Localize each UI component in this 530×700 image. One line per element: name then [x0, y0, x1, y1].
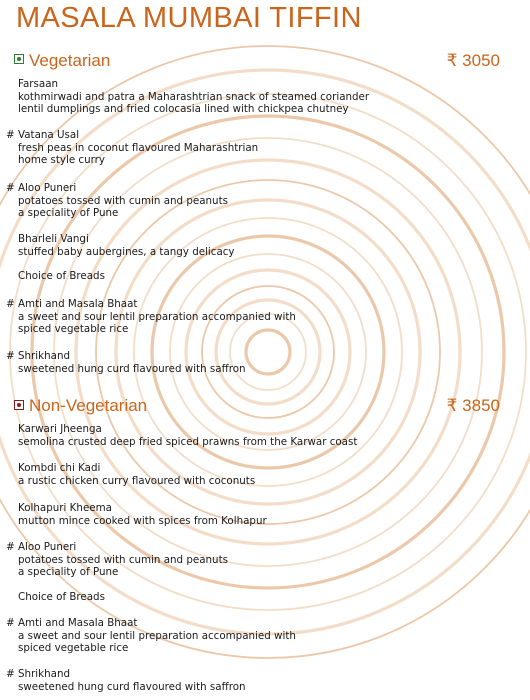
- menu-item: [18, 78, 488, 116]
- dish-description: home style curry: [18, 154, 105, 166]
- price-non-vegetarian: ₹ 3850: [446, 396, 500, 415]
- dish-description: a sweet and sour lentil preparation accompanied with: [18, 310, 296, 323]
- menu-item: [18, 423, 488, 448]
- menu-item: [18, 233, 488, 258]
- dish-name: Kolhapuri Kheema: [18, 502, 112, 514]
- section-nonveg-header: [14, 396, 500, 418]
- menu-item: [18, 270, 488, 283]
- dish-description: spiced vegetable rice: [18, 642, 129, 654]
- dish-name: Aloo Puneri: [18, 541, 77, 553]
- veg-symbol-icon: [14, 54, 24, 64]
- dish-description: spiced vegetable rice: [18, 323, 129, 335]
- dish-description: a rustic chicken curry flavoured with coconuts: [18, 474, 256, 487]
- dish-description: a speciality of Pune: [18, 566, 119, 578]
- dish-name: Vatana Usal: [18, 129, 80, 141]
- dish-name: Bharleli Vangi: [18, 233, 89, 245]
- menu-item: [18, 462, 488, 487]
- dish-name: Amti and Masala Bhaat: [18, 617, 138, 629]
- dish-description: fresh peas in coconut flavoured Maharashtrian: [18, 141, 259, 154]
- dish-description: kothmirwadi and patra a Maharashtrian snack of steamed coriander: [18, 90, 370, 103]
- nonveg-symbol-icon: [14, 400, 24, 410]
- dish-marker: #: [6, 617, 15, 629]
- menu-item: [18, 502, 488, 527]
- menu-item: [6, 129, 488, 167]
- dish-description: potatoes tossed with cumin and peanuts: [18, 194, 228, 207]
- menu-item: [18, 591, 488, 604]
- menu-item: [6, 350, 488, 375]
- dish-marker: #: [6, 668, 15, 680]
- dish-marker: #: [6, 298, 15, 310]
- dish-name: Karwari Jheenga: [18, 423, 102, 435]
- menu-item: [6, 668, 488, 693]
- dish-name: Choice of Breads: [18, 591, 105, 603]
- dish-description: mutton mince cooked with spices from Kolhapur: [18, 514, 267, 527]
- dish-name: Choice of Breads: [18, 270, 105, 282]
- dish-description: semolina crusted deep fried spiced prawns from the Karwar coast: [18, 435, 358, 448]
- section-title-vegetarian: Vegetarian: [29, 51, 111, 70]
- dish-name: Aloo Puneri: [18, 182, 77, 194]
- page-title: MASALA MUMBAI TIFFIN: [16, 2, 362, 34]
- dish-marker: #: [6, 350, 15, 362]
- price-vegetarian: ₹ 3050: [446, 51, 500, 70]
- dish-name: Shrikhand: [18, 350, 71, 362]
- dish-name: Kombdi chi Kadi: [18, 462, 101, 474]
- section-title-non-vegetarian: Non-Vegetarian: [29, 396, 148, 415]
- dish-description: sweetened hung curd flavoured with saffron: [18, 362, 246, 375]
- menu-item: [6, 541, 488, 579]
- menu-item: [6, 298, 488, 336]
- dish-name: Amti and Masala Bhaat: [18, 298, 138, 310]
- dish-marker: #: [6, 541, 15, 553]
- dish-marker: #: [6, 129, 15, 141]
- dish-description: stuffed baby aubergines, a tangy delicacy: [18, 245, 235, 258]
- dish-description: lentil dumplings and fried colocasia lined with chickpea chutney: [18, 103, 349, 115]
- section-vegetarian-header: [14, 51, 500, 73]
- dish-description: a sweet and sour lentil preparation accompanied with: [18, 629, 296, 642]
- dish-description: a speciality of Pune: [18, 207, 119, 219]
- dish-name: Shrikhand: [18, 668, 71, 680]
- dish-description: sweetened hung curd flavoured with saffron: [18, 680, 246, 693]
- dish-description: potatoes tossed with cumin and peanuts: [18, 553, 228, 566]
- menu-item: [6, 182, 488, 220]
- dish-marker: #: [6, 182, 15, 194]
- menu-item: [6, 617, 488, 655]
- dish-name: Farsaan: [18, 78, 59, 90]
